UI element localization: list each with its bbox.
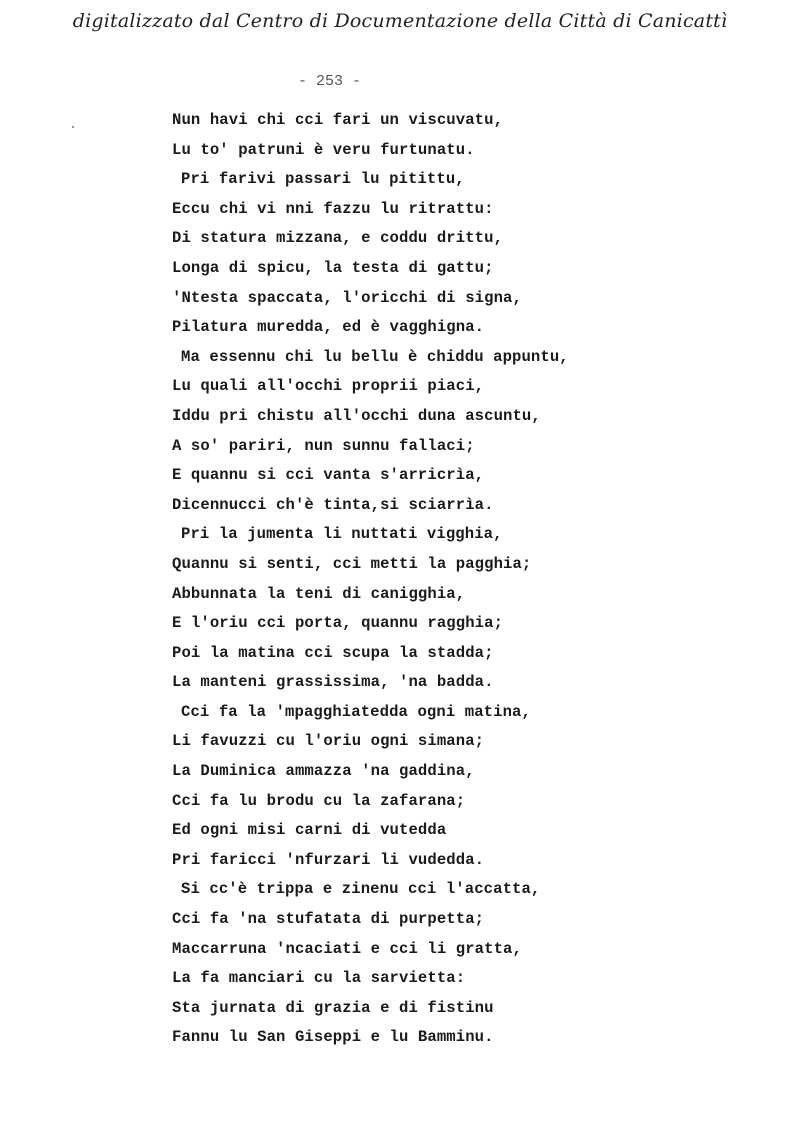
poem-text bbox=[0, 106, 800, 1053]
poem-line: La manteni grassissima, 'na badda. bbox=[172, 673, 494, 692]
poem-line: Eccu chi vi nni fazzu lu ritrattu: bbox=[172, 199, 494, 218]
poem-line: Sta jurnata di grazia e di fistinu bbox=[172, 998, 494, 1017]
poem-line: Abbunnata la teni di canigghia, bbox=[172, 584, 466, 603]
poem-line: Dicennucci ch'è tinta,si sciarrìa. bbox=[172, 495, 494, 514]
poem-line: Pri la jumenta li nuttati vigghia, bbox=[181, 525, 503, 544]
poem-line: Pri faricci 'nfurzari li vudedda. bbox=[172, 850, 485, 869]
poem-line: Ma essennu chi lu bellu è chiddu appuntu, bbox=[181, 347, 569, 366]
poem-line: Fannu lu San Giseppi e lu Bamminu. bbox=[172, 1028, 494, 1047]
poem-line: Pri farivi passari lu pitittu, bbox=[181, 170, 465, 189]
poem-line: 'Ntesta spaccata, l'oricchi di signa, bbox=[172, 288, 522, 307]
poem-line: La fa manciari cu la sarvietta: bbox=[172, 969, 466, 988]
poem-line: Quannu si senti, cci metti la pagghia; bbox=[172, 554, 532, 573]
poem-line: La Duminica ammazza 'na gaddina, bbox=[172, 762, 475, 781]
poem-line: Pilatura muredda, ed è vagghigna. bbox=[172, 318, 485, 337]
poem-line: Si cc'è trippa e zinenu cci l'accatta, bbox=[181, 880, 541, 899]
poem-line: Iddu pri chistu all'occhi duna ascuntu, bbox=[172, 406, 541, 425]
poem-line: Cci fa lu brodu cu la zafarana; bbox=[172, 791, 466, 810]
poem-line: Longa di spicu, la testa di gattu; bbox=[172, 258, 494, 277]
digitization-watermark: digitalizzato dal Centro di Documentazione della Città di Canicattì bbox=[72, 10, 728, 32]
poem-line: Li favuzzi cu l'oriu ogni simana; bbox=[172, 732, 485, 751]
poem-line: E quannu si cci vanta s'arricrìa, bbox=[172, 466, 485, 485]
poem-line: Di statura mizzana, e coddu drittu, bbox=[172, 229, 504, 248]
poem-line: Cci fa 'na stufatata di purpetta; bbox=[172, 910, 485, 929]
poem-line: Maccarruna 'ncaciati e cci li gratta, bbox=[172, 939, 522, 958]
poem-line: Lu to' patruni è veru furtunatu. bbox=[172, 140, 475, 159]
poem-line: Lu quali all'occhi proprii piaci, bbox=[172, 377, 485, 396]
poem-line: Poi la matina cci scupa la stadda; bbox=[172, 643, 494, 662]
poem-line: Nun havi chi cci fari un viscuvatu, bbox=[172, 111, 504, 129]
poem-line: Ed ogni misi carni di vutedda bbox=[172, 821, 447, 840]
page-number: - 253 - bbox=[298, 73, 362, 90]
poem-line: E l'oriu cci porta, quannu ragghia; bbox=[172, 614, 504, 633]
poem-line: A so' pariri, nun sunnu fallaci; bbox=[172, 436, 475, 455]
poem-line: Cci fa la 'mpagghiatedda ogni matina, bbox=[181, 702, 531, 721]
